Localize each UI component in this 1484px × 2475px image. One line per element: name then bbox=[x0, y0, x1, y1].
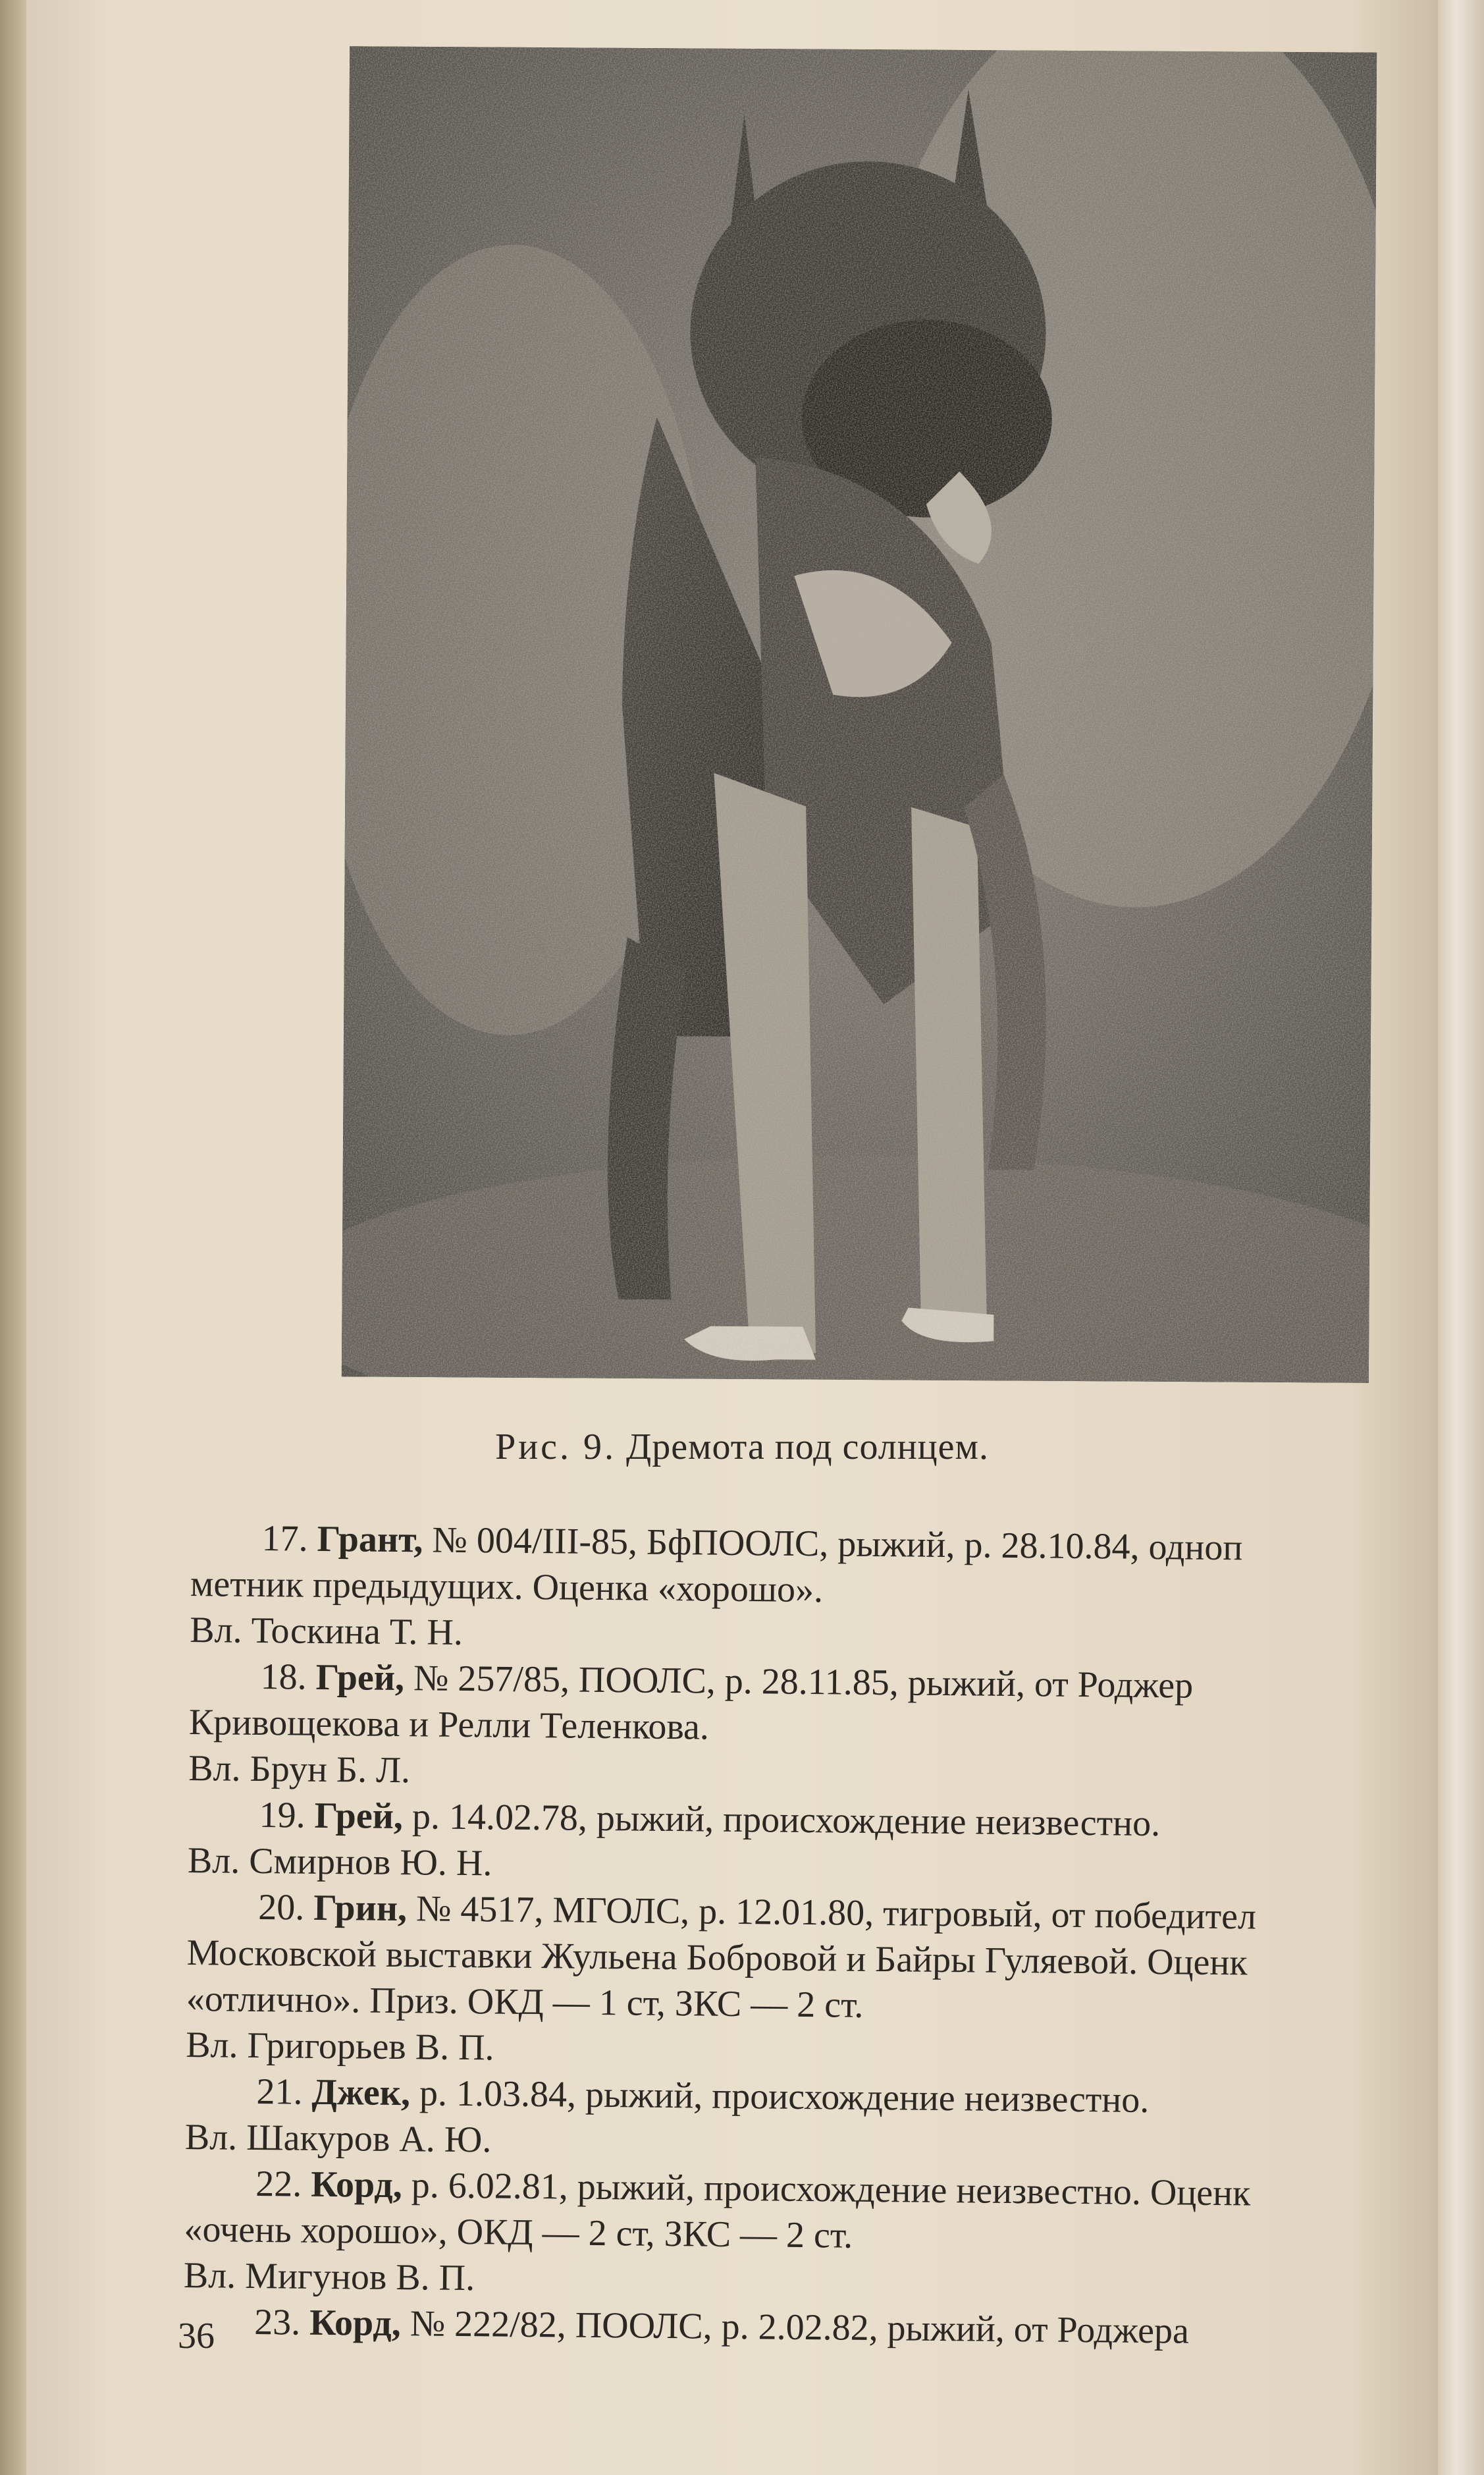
caption-text: Дремота под солнцем. bbox=[626, 1427, 989, 1467]
entry-number: 23. bbox=[253, 2301, 301, 2343]
owner-line: Вл. Шакуров А. Ю. bbox=[184, 2116, 492, 2161]
dog-name: Корд, bbox=[310, 2163, 403, 2206]
entry-line: № 222/82, ПООЛС, р. 2.02.82, рыжий, от Роджера bbox=[400, 2303, 1190, 2352]
entry-line: № 4517, МГОЛС, р. 12.01.80, тигровый, от победител bbox=[406, 1888, 1257, 1938]
dog-name: Грант, bbox=[317, 1518, 423, 1561]
entry-line: Московской выставки Жульена Бобровой и Байры Гуляевой. Оценк bbox=[186, 1932, 1248, 1984]
boxer-dog-photo bbox=[342, 46, 1377, 1382]
caption-label: Рис. 9. bbox=[495, 1427, 617, 1467]
page-gutter bbox=[0, 0, 26, 2475]
entry-line: № 004/III-85, БфПООЛС, рыжий, р. 28.10.84, одноп bbox=[423, 1519, 1243, 1569]
dog-registry-list bbox=[183, 1515, 1442, 2356]
entry-line: «очень хорошо», ОКД — 2 ст, ЗКС — 2 ст. bbox=[184, 2208, 853, 2256]
entry-line: метник предыдущих. Оценка «хорошо». bbox=[190, 1563, 824, 1611]
entry-line: р. 6.02.81, рыжий, происхождение неизвестно. Оценк bbox=[402, 2165, 1251, 2214]
owner-line: Вл. Григорьев В. П. bbox=[185, 2024, 494, 2069]
registry-entry bbox=[190, 1515, 1442, 1665]
entry-number: 18. bbox=[260, 1656, 307, 1698]
entry-number: 21. bbox=[256, 2071, 303, 2113]
entry-number: 19. bbox=[259, 1795, 305, 1836]
registry-entry bbox=[188, 1791, 1439, 1895]
entry-line: № 257/85, ПООЛС, р. 28.11.85, рыжий, от Роджер bbox=[404, 1658, 1194, 1706]
owner-line: Вл. Мигунов В. П. bbox=[183, 2254, 475, 2299]
dog-name: Корд, bbox=[309, 2302, 402, 2345]
page-number: 36 bbox=[178, 2316, 215, 2356]
page-edge bbox=[1438, 0, 1484, 2475]
dog-name: Грей, bbox=[315, 1656, 405, 1699]
dog-name: Джек, bbox=[311, 2071, 411, 2114]
entry-number: 20. bbox=[257, 1887, 305, 1928]
owner-line: Вл. Брун Б. Л. bbox=[188, 1747, 411, 1791]
registry-entry bbox=[186, 1884, 1439, 2080]
entry-number: 17. bbox=[261, 1518, 308, 1560]
entry-number: 22. bbox=[255, 2163, 302, 2205]
registry-entry bbox=[184, 2160, 1436, 2310]
owner-line: Вл. Смирнов Ю. Н. bbox=[187, 1839, 492, 1884]
figure-photo bbox=[342, 46, 1377, 1382]
registry-entry bbox=[185, 2068, 1437, 2172]
entry-line: Кривощекова и Релли Теленкова. bbox=[188, 1701, 710, 1748]
dog-name: Грей, bbox=[314, 1795, 404, 1837]
entry-line: р. 1.03.84, рыжий, происхождение неизвестно. bbox=[410, 2073, 1150, 2121]
figure-caption bbox=[0, 1426, 1484, 1468]
entry-line: р. 14.02.78, рыжий, происхождение неизвестно. bbox=[402, 1796, 1161, 1845]
entry-line: «отлично». Приз. ОКД — 1 ст, ЗКС — 2 ст. bbox=[186, 1978, 864, 2026]
registry-entry bbox=[188, 1653, 1441, 1803]
dog-name: Грин, bbox=[313, 1887, 408, 1930]
owner-line: Вл. Тоскина Т. Н. bbox=[190, 1609, 464, 1653]
